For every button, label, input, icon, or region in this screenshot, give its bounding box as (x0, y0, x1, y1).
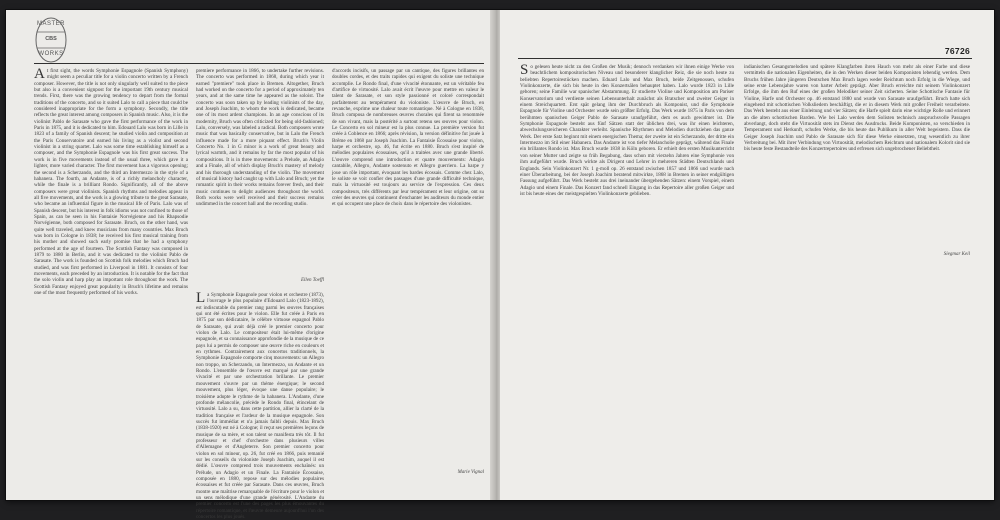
english-notes-continued-text: premiere performance in 1866, to undertake further revisions. The concerto was performed in 1868, during which year it earned "premiere" took place in Bremen. Altogether, Bruch had worked on the concerto for a period of approximately ten years, and at the same time he appeared as the soloist. The concerto was soon taken up by leading violinists of the day, and Joseph Joachim, to whom the work is dedicated, became one of its most ardent champions. In an age conscious of its modernity, Bruch was often criticized for being old-fashioned; Lalo, conversely, was labeled a radical. Both composers wrote music that was basically conservative, but in Lalo the French influence made for a more piquant effect. Bruch's Violin Concerto No. 1 in G minor is a work of great beauty and lyrical warmth, and it remains by far the most popular of his compositions. It is in three movements: a Prelude, an Adagio and a Finale, all of which display Bruch's mastery of melody and his thorough understanding of the violin. The movement of musical history had caught up with Lalo and Bruch; yet the romantic spirit in their works remains forever fresh, and their music continues to delight audiences throughout the world. Both works were well received and their success remains undimmed in the concert hall and the recording studio. (196, 68, 324, 208)
french-notes-continued-text: d'accords incisifs, un passage par un cantique, des figures brillantes en doubles cordes, et des traits rapides qui exigent du soliste une technique accomplie. Le Rondo final, d'une vivacité étonnante, est un véritable feu d'artifice de virtuosité. Lalo avait écrit l'œuvre pour mettre en valeur le talent de Sarasate, et son style passionné et coloré correspondait parfaitement au tempérament du violoniste. L'œuvre de Bruch, en revanche, exprime une chaleur toute romantique. Né à Cologne en 1838, Bruch composa de nombreuses œuvres chorales qui firent sa renommée de son vivant, mais la postérité a surtout retenu ses œuvres pour violon. Le Concerto en sol mineur est la plus connue. La première version fut créée à Coblence en 1866; après révision, la version définitive fut jouée à Brême en 1868 par Joseph Joachim. La Fantaisie Écossaise pour violon, harpe et orchestre, op. 46, fut écrite en 1880. Bruch s'est inspiré de mélodies populaires écossaises, qu'il a traitées avec une grande liberté. L'œuvre comprend une introduction et quatre mouvements: Adagio cantabile, Allegro, Andante sostenuto et Allegro guerriero. La harpe y joue un rôle important, évoquant les bardes écossais. Comme chez Lalo, le soliste se voit confier des passages d'une grande difficulté technique, mais la virtuosité est toujours au service de l'expression. Ces deux compositeurs, très différents par leur tempérament et leur origine, ont su créer des œuvres qui continuent d'enchanter les auditeurs du monde entier et qui occupent une place de choix dans le répertoire des violonistes. (332, 68, 484, 208)
french-notes-signature: Marie Vignal (457, 470, 484, 475)
label-logo-bottom-text: WORKS (38, 51, 64, 57)
english-notes-signature: Ellen Toeffl (300, 278, 324, 283)
right-panel (500, 10, 994, 500)
french-notes-column-1 (196, 290, 324, 520)
album-gatefold-spread (6, 10, 994, 520)
english-notes-column-2 (196, 68, 324, 276)
german-notes-text: o gelesen heute nicht zu den Großen der Musik; dennoch verdanken wir ihnen einige Werke von beachtlichem kompositorischen Niveau und besonderer klanglicher Reiz, die sie noch heute zu beliebten Repertoirestücken machen. Eduard Lalo und Max Bruch, beide Zeitgenossen, schufen Violinkonzerte, die sich bis heute in den Konzertsälen behauptet haben. Lalo wurde 1823 in Lille geboren; seine Familie war spanischer Abstammung. Er studierte Violine und Komposition am Pariser Konservatorium und verdiente seinen Lebensunterhalt zunächst als Bratscher und zweiter Geiger in einem Streichquartett. Erst spät gelang ihm der Durchbruch als Komponist, und die Symphonie Espagnole für Violine und Orchester wurde sein größter Erfolg. Das Werk wurde 1875 in Paris von dem berühmten spanischen Geiger Pablo de Sarasate uraufgeführt, dem es auch gewidmet ist. Die Symphonie Espagnole besteht aus fünf Sätzen statt der üblichen drei, was ihr einen leichteren, abwechslungsreicheren Charakter verleiht. Spanische Rhythmen und Melodien durchziehen das ganze Werk. Der erste Satz beginnt mit einem energischen Thema; der zweite ist ein Scherzando, der dritte ein Intermezzo im Stil einer Habanera. Das Andante ist von tiefer Melancholie geprägt, während das Finale ein brillantes Rondo ist. Max Bruch wurde 1838 in Köln geboren. Er erhielt den ersten Musikunterricht von seiner Mutter und zeigte so früh Begabung, dass schon mit vierzehn Jahren eine Symphonie von ihm aufgeführt wurde. Bruch wirkte als Dirigent und Lehrer in mehreren Städten Deutschlands und Englands. Sein Violinkonzert Nr. 1 g-moll op. 26 entstand zwischen 1857 und 1866 und wurde nach einer Überarbeitung, bei der Joseph Joachim beratend mitwirkte, 1868 in Bremen in seiner endgültigen Fassung aufgeführt. Das Werk besteht aus drei ineinander übergehenden Sätzen: einem Vorspiel, einem Adagio und einem Finale. Das Konzert fand schnell Eingang in das Repertoire aller großen Geiger und ist bis heute eines der meistgespielten Violinkonzerte geblieben. (520, 64, 734, 197)
label-logo-top-text: MASTER (36, 21, 65, 27)
french-notes-text: a Symphonie Espagnole pour violon et orchestre (1873), l'ouvrage le plus populaire d'Edouard Lalo (1823-1892), est indiscutable du premier rang parmi les œuvres françaises qui ont été écrites pour le violon. Elle fut créée à Paris en 1875 par son dédicataire, le célèbre virtuose espagnol Pablo de Sarasate, qui avait déjà créé le premier concerto pour violon de Lalo. Le compositeur était lui-même d'origine espagnole, et sa connaissance approfondie de la musique de ce pays lui a permis de composer une œuvre riche en couleurs et en rythmes. Contrairement aux concertos traditionnels, la Symphonie Espagnole comporte cinq mouvements: un Allegro non troppo, un Scherzando, un Intermezzo, un Andante et un Rondo. L'ensemble de l'œuvre est marqué par une grande vivacité et par une orchestration brillante. Le premier mouvement s'ouvre par un thème énergique; le second mouvement, plus léger, évoque une danse populaire; le troisième adopte le rythme de la habanera. L'Andante, d'une profonde mélancolie, précède le Rondo final, étincelant de virtuosité. Lalo a su, dans cette partition, allier la clarté de la tradition française et l'ardeur de la musique espagnole. Son succès fut immédiat et n'a jamais faibli depuis. Max Bruch (1838-1920) est né à Cologne; il reçut ses premières leçons de musique de sa mère, et son talent se manifesta très tôt. Il fut professeur et chef d'orchestre dans plusieurs villes d'Allemagne et d'Angleterre. Son premier concerto pour violon en sol mineur, op. 26, fut créé en 1866, puis remanié sur les conseils du violoniste Joseph Joachim, auquel il est dédié. L'œuvre comprend trois mouvements enchaînés: un Prélude, un Adagio et un Finale. La Fantaisie Écossaise, composée en 1880, repose sur des mélodies populaires écossaises et fut créée par Sarasate. Dans ces œuvres, Bruch montre une maîtrise remarquable de l'écriture pour le violon et un sens mélodique d'une grande générosité. L'Andante du premier concerto est l'une des pages les plus émouvantes du répertoire romantique, et l'œuvre demeure aujourd'hui l'un des concertos les plus joués. (196, 292, 324, 520)
german-notes-continued-text: indianischen Gesangsmelodien und spätere Klangfarben ihren Hauch von mehr als einer Farbe und diese vermitteln die nationalen Eigenheiten, die in den Werken dieser beiden Komponisten lebendig werden. Dem Bruchs frühen Jahre jüngeren Deutschen Max Bruch lagen weder Reichtum noch Erfolg in die Wiege, und seine erste Lebensjahre waren von harter Arbeit geprägt. Aber Bruch erreichte mit seinem Violinkonzert Erfolge, die ihm den Ruf eines der großen Melodiker seiner Zeit sicherten. Seine Schottische Fantasie für Violine, Harfe und Orchester op. 46 entstand 1880 und wurde von Sarasate uraufgeführt. Bruch hatte sich eingehend mit schottischen Volksliedern beschäftigt, die er in diesem Werk mit großer Freiheit verarbeitete. Das Werk besteht aus einer Einleitung und vier Sätzen; die Harfe spielt darin eine wichtige Rolle und erinnert an die alten schottischen Barden. Wie bei Lalo werden dem Solisten technisch anspruchsvolle Passagen abverlangt, doch steht die Virtuosität stets im Dienst des Ausdrucks. Beide Komponisten, so verschieden in Temperament und Herkunft, schufen Werke, die bis heute das Publikum in aller Welt begeistern. Dass die Geiger Joseph Joachim und Pablo de Sarasate sich für diese Werke einsetzten, trug wesentlich zu ihrer Verbreitung bei. Mit ihrer Verbindung von Virtuosität, melodischem Reichtum und nationalem Kolorit sind sie bis heute feste Bestandteile des Konzertrepertoires und erfreuen sich ungebrochener Beliebtheit. (744, 64, 970, 153)
left-panel (6, 10, 492, 520)
german-dropcap: S (520, 62, 529, 78)
label-logo-middle-text: CBS (45, 36, 57, 42)
english-notes-text: t first sight, the words Symphonie Espagnole (Spanish Symphony) might seem a peculiar title for a violin concerto written by a French composer. However, the title is not only singularly well suited to the piece but also is a convenient signpost for the important 19th century musical trends. First, there was the growing tendency to depart from the formal traditions of the concerto, and so it suited Lalo to call a piece that could be considered inappropriate for the form a symphony. Secondly, the title reflects the great interest among composers in Spanish music. Also, it is the violinist Pablo de Sarasate who gave the first performance of the work in Paris in 1875, and it is dedicated to him. Edouard Lalo was born in Lille in 1823 of a family of Spanish descent; he studied violin and composition at the Paris Conservatoire and earned his living as a violist and second violinist in a string quartet. Lalo was some time establishing himself as a composer, and the Symphonie Espagnole was his first great success. The work is in five movements instead of the usual three, which gave it a lighter, more varied character. The first movement has a vigorous opening; the second is a Scherzando, and the third an Intermezzo in the style of a habanera. The fourth, an Andante, is of a richly melancholy character, while the finale is a brilliant Rondo. Significantly, all of the above composers were great violinists. Spanish rhythms and melodies appear in all five movements, and the work is a glowing tribute to the great Sarasate, who became an influential figure in the musical life of Paris. Lalo was of Spanish descent, but his interest in folk idioms was not confined to those of Spain, as can be seen in his Fantaisie Norvégienne and his Rhapsodie Norvégienne, both composed for Sarasate. Bruch, on the other hand, was quite well traveled, and knew musicians from many countries. Max Bruch was born in Cologne in 1838; he received his first musical training from his mother and showed such early promise that he had a symphony performed at the age of fourteen. The Scottish Fantasy was composed in 1879 to 1880 in Berlin, and it was dedicated to the violinist Pablo de Sarasate. The work is founded on Scottish folk melodies which Bruch had studied, and was first performed in Liverpool in 1881. It consists of four movements, each preceded by an introduction. It is notable for the fact that the solo violin and harp play an important role throughout the work. The Scottish Fantasy enjoyed great popularity in Bruch's lifetime and remains one of the most frequently performed of his works. (34, 68, 188, 297)
english-dropcap: A (34, 66, 45, 82)
french-dropcap: L (196, 290, 206, 306)
french-notes-column-2 (332, 68, 484, 466)
german-notes-column-1 (520, 64, 734, 488)
label-logo (34, 16, 68, 64)
right-panel-top-rule (518, 58, 972, 59)
catalog-number: 76726 (944, 46, 970, 56)
german-notes-signature: Siegmar Keil (943, 252, 970, 257)
left-panel-top-rule (34, 63, 484, 64)
english-notes-column-1 (34, 68, 188, 488)
german-notes-column-2 (744, 64, 970, 250)
